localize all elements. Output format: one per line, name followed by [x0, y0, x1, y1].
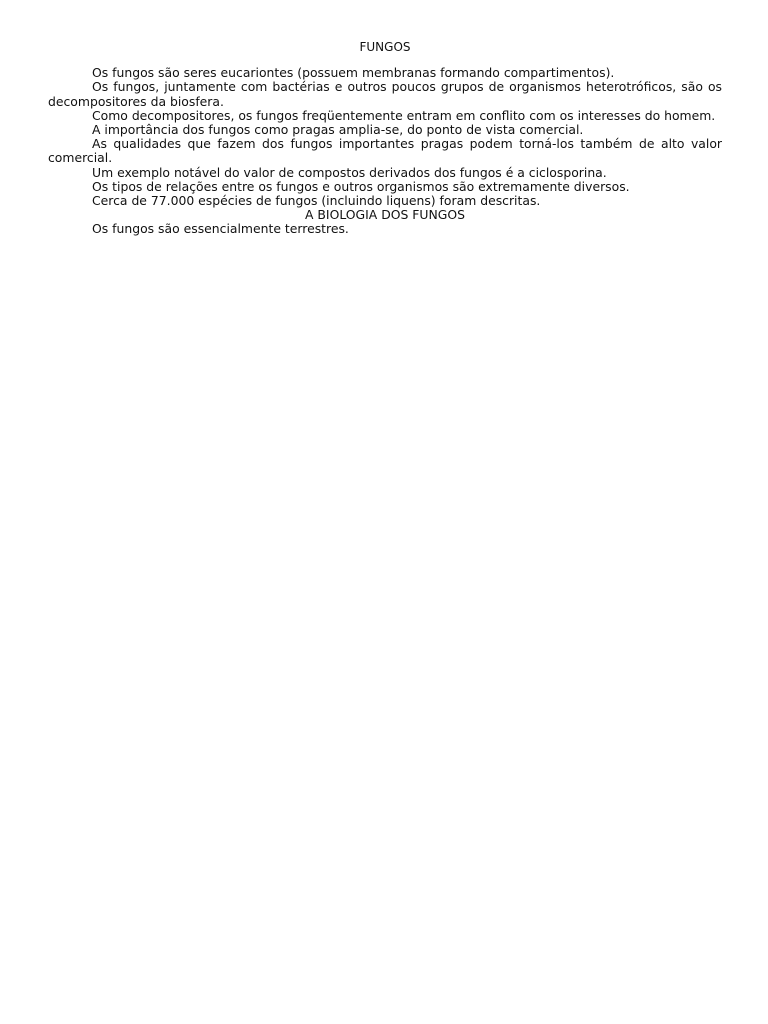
paragraph: A importância dos fungos como pragas amplia-se, do ponto de vista comercial. — [92, 122, 584, 138]
paragraph: Como decompositores, os fungos freqüentemente entram em conflito com os interesses do homem. — [92, 107, 716, 123]
paragraph: Os fungos, juntamente com bactérias e outros poucos grupos de organismos heterotróficos, são os decompositores da biosfera. — [48, 79, 722, 109]
paragraph: Os tipos de relações entre os fungos e outros organismos são extremamente diversos. — [92, 178, 630, 194]
paragraph: Os fungos são essencialmente terrestres. — [92, 221, 349, 237]
paragraph: As qualidades que fazem dos fungos importantes pragas podem torná-los também de alto valor comercial. — [48, 136, 722, 166]
paragraph: Cerca de 77.000 espécies de fungos (incluindo liquens) foram descritas. — [92, 193, 541, 209]
section-subtitle: A BIOLOGIA DOS FUNGOS — [305, 207, 465, 223]
paragraph: Os fungos são seres eucariontes (possuem membranas formando compartimentos). — [92, 65, 615, 81]
document-page — [48, 40, 722, 237]
document-title: FUNGOS — [359, 40, 411, 54]
paragraph: Um exemplo notável do valor de compostos derivados dos fungos é a ciclosporina. — [92, 164, 607, 180]
